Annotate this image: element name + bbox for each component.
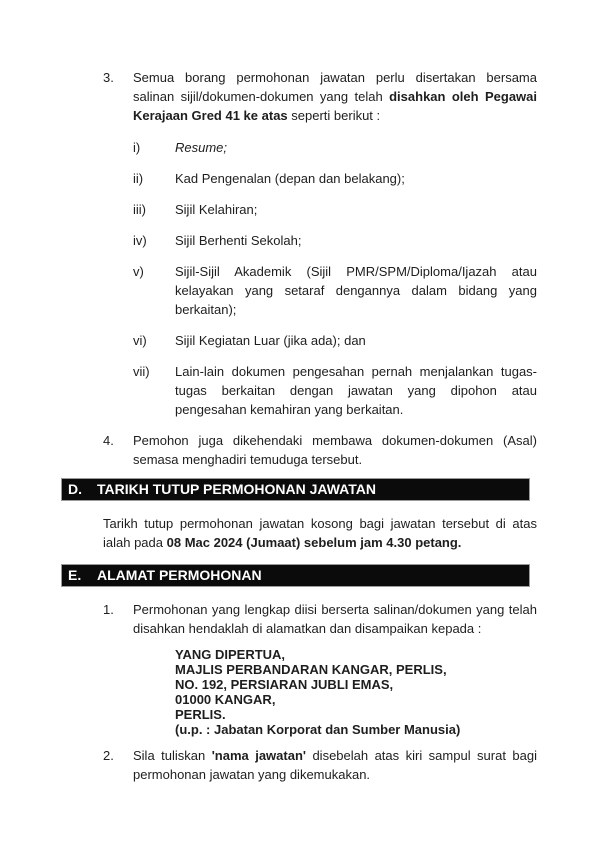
- section-header-d: [62, 479, 529, 500]
- sublist-item-iii: [133, 200, 537, 219]
- address-line: MAJLIS PERBANDARAN KANGAR, PERLIS,: [175, 662, 447, 677]
- item-3-paragraph: [133, 68, 537, 125]
- sublist-item-v: [133, 262, 537, 319]
- closing-date-bold: 08 Mac 2024 (Jumaat) sebelum jam 4.30 petang.: [166, 535, 462, 550]
- sublist-item-ii: [133, 169, 537, 188]
- sublist-label: iii): [133, 202, 146, 217]
- section-header-e: [62, 565, 529, 586]
- item-e2-paragraph: [133, 746, 537, 784]
- section-title: ALAMAT PERMOHONAN: [97, 567, 262, 583]
- item-e2-text-bold: 'nama jawatan': [211, 748, 306, 763]
- sublist-label: vi): [133, 333, 147, 348]
- section-d-paragraph: [103, 514, 537, 552]
- section-letter: E.: [68, 567, 82, 583]
- item-3-text-before: Semua borang permohonan jawatan perlu disertakan bersama salinan sijil/dokumen-dokumen yang telah: [133, 70, 537, 104]
- sublist-label: vii): [133, 364, 150, 379]
- numbered-item-4: [103, 431, 537, 469]
- item-number: 2.: [103, 748, 114, 763]
- numbered-item-e1: [103, 600, 537, 638]
- document-sublist: [133, 138, 537, 419]
- sublist-item-vii: [133, 362, 537, 419]
- item-e2-text-after: disebelah atas kiri sampul surat bagi permohonan jawatan yang dikemukakan.: [133, 748, 537, 782]
- address-line: PERLIS.: [175, 707, 226, 722]
- sublist-text: Sijil Berhenti Sekolah;: [175, 233, 302, 248]
- sublist-label: iv): [133, 233, 147, 248]
- sublist-label: ii): [133, 171, 144, 186]
- sublist-text: Sijil Kelahiran;: [175, 202, 258, 217]
- sublist-item-iv: [133, 231, 537, 250]
- item-3-text-bold: disahkan oleh Pegawai Kerajaan Gred 41 ke atas: [133, 89, 537, 123]
- item-number: 4.: [103, 433, 114, 448]
- address-line: NO. 192, PERSIARAN JUBLI EMAS,: [175, 677, 394, 692]
- numbered-item-e2: [103, 746, 537, 784]
- item-number: 3.: [103, 70, 114, 85]
- document-content: [68, 68, 537, 784]
- address-line: YANG DIPERTUA,: [175, 647, 286, 662]
- sublist-text: Resume;: [175, 140, 228, 155]
- sublist-text: Kad Pengenalan (depan dan belakang);: [175, 171, 405, 186]
- sublist-text: Sijil-Sijil Akademik (Sijil PMR/SPM/Diploma/Ijazah atau kelayakan yang setaraf dengannya dalam bidang yang berkaitan);: [175, 264, 537, 317]
- sublist-text: Sijil Kegiatan Luar (jika ada); dan: [175, 333, 366, 348]
- section-title: TARIKH TUTUP PERMOHONAN JAWATAN: [97, 481, 376, 497]
- section-letter: D.: [68, 481, 82, 497]
- item-e2-text-before: Sila tuliskan: [133, 748, 212, 763]
- sublist-label: v): [133, 264, 144, 279]
- item-number: 1.: [103, 602, 114, 617]
- item-4-paragraph: Pemohon juga dikehendaki membawa dokumen-dokumen (Asal) semasa menghadiri temuduga tersebut.: [133, 433, 537, 467]
- closing-date-text: Tarikh tutup permohonan jawatan kosong bagi jawatan tersebut di atas ialah pada: [103, 516, 537, 550]
- item-e1-paragraph: Permohonan yang lengkap diisi berserta salinan/dokumen yang telah disahkan hendaklah di alamatkan dan disampaikan kepada :: [133, 602, 537, 636]
- sublist-label: i): [133, 140, 141, 155]
- item-3-text-after: seperti berikut :: [287, 108, 381, 123]
- address-line: (u.p. : Jabatan Korporat dan Sumber Manusia): [175, 722, 461, 737]
- sublist-text: Lain-lain dokumen pengesahan pernah menjalankan tugas-tugas berkaitan dengan jawatan yang dipohon atau pengesahan kemahiran yang berkaitan.: [175, 364, 537, 417]
- address-line: 01000 KANGAR,: [175, 692, 276, 707]
- numbered-item-3: [103, 68, 537, 125]
- sublist-item-vi: [133, 331, 537, 350]
- mailing-address-block: [175, 647, 537, 737]
- sublist-item-i: [133, 138, 537, 157]
